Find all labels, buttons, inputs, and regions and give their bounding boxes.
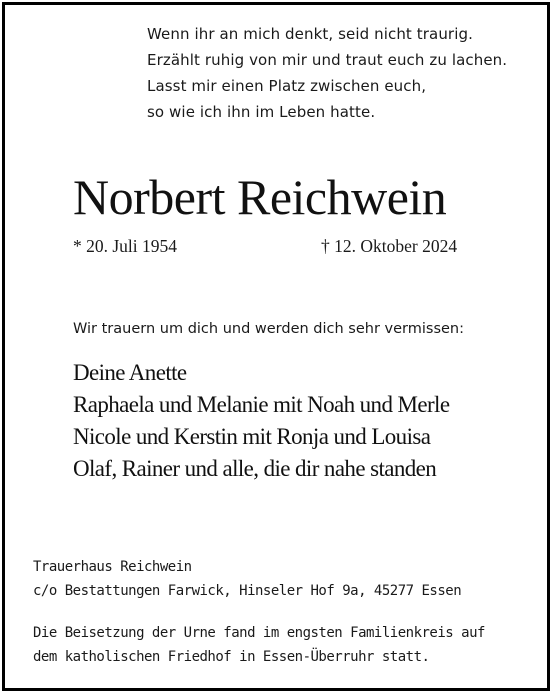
poem-line: Erzählt ruhig von mir und traut euch zu lachen.	[147, 51, 508, 69]
birth-date: * 20. Juli 1954	[73, 236, 178, 256]
mourning-intro: Wir trauern um dich und werden dich sehr vermissen:	[73, 321, 465, 337]
poem-line: Wenn ihr an mich denkt, seid nicht traurig.	[147, 25, 473, 43]
family-line: Raphaela und Melanie mit Noah und Merle	[73, 392, 450, 417]
poem-line: Lasst mir einen Platz zwischen euch,	[147, 77, 427, 95]
deceased-name: Norbert Reichwein	[73, 169, 447, 225]
address-line: Trauerhaus Reichwein	[33, 559, 192, 575]
obituary-notice	[2, 2, 550, 691]
funeral-note-line: Die Beisetzung der Urne fand im engsten Familienkreis auf	[33, 625, 485, 641]
family-line: Olaf, Rainer und alle, die dir nahe standen	[73, 456, 437, 481]
poem-line: so wie ich ihn im Leben hatte.	[147, 103, 376, 121]
address-line: c/o Bestattungen Farwick, Hinseler Hof 9a, 45277 Essen	[33, 583, 462, 599]
family-line: Deine Anette	[73, 360, 187, 385]
funeral-note	[33, 621, 485, 669]
death-date: † 12. Oktober 2024	[321, 236, 458, 256]
family-list	[73, 357, 449, 485]
memorial-poem	[147, 21, 507, 125]
mourning-house-address	[33, 555, 461, 603]
funeral-note-line: dem katholischen Friedhof in Essen-Überruhr statt.	[33, 649, 430, 665]
family-line: Nicole und Kerstin mit Ronja und Louisa	[73, 424, 431, 449]
